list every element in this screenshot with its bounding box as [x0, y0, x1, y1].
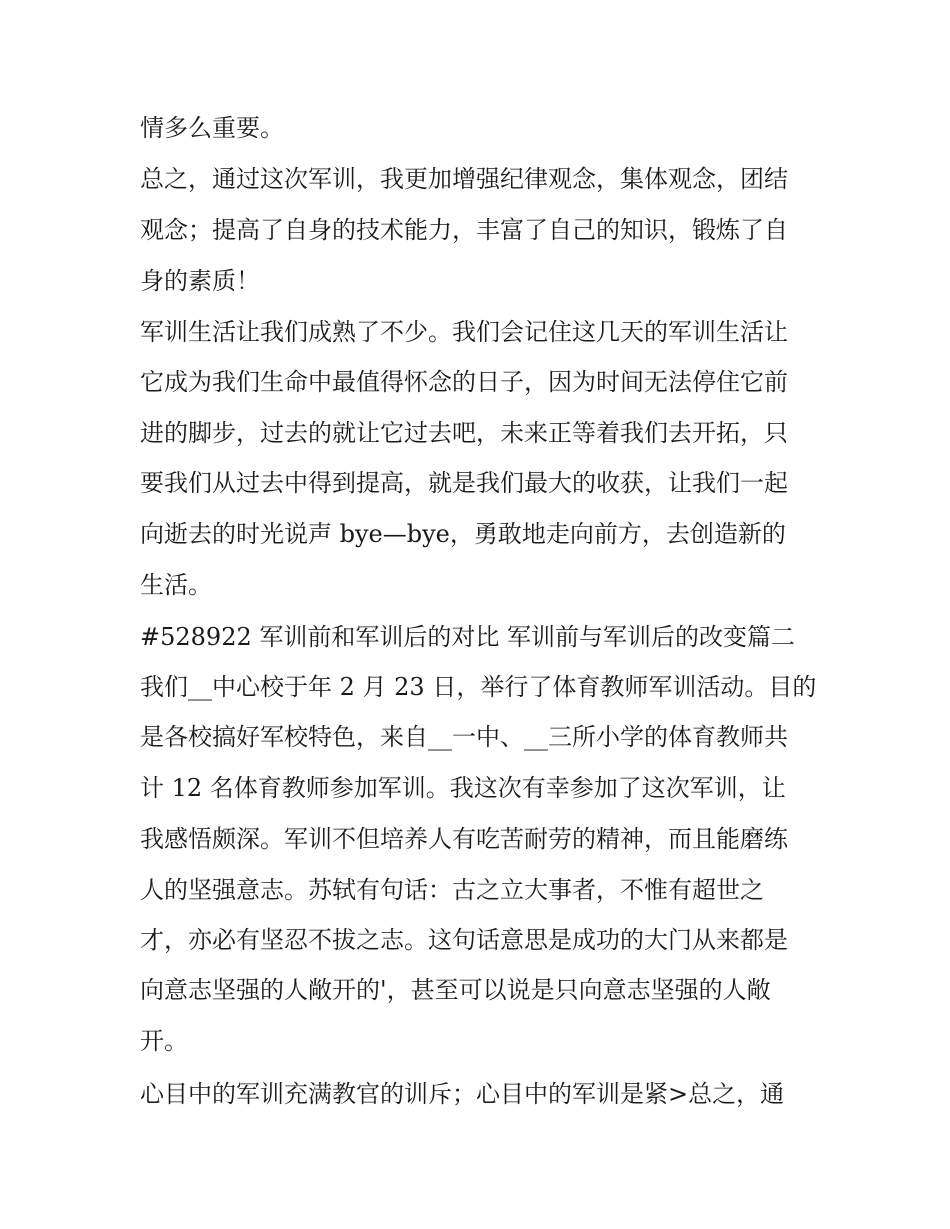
text-line: 人的坚强意志。苏轼有句话：古之立大事者，不惟有超世之: [140, 876, 764, 904]
text-line: 生活。: [140, 571, 212, 599]
text-line: 要我们从过去中得到提高，就是我们最大的收获，让我们一起: [140, 469, 788, 497]
text-line: 我们__中心校于年 2 月 23 日，举行了体育教师军训活动。目的: [140, 673, 817, 701]
text-line: 才，亦必有坚忍不拔之志。这句话意思是成功的大门从来都是: [140, 926, 788, 954]
text-line: 计 12 名体育教师参加军训。我这次有幸参加了这次军训，让: [140, 774, 786, 802]
text-line: 向逝去的时光说声 bye—bye，勇敢地走向前方，去创造新的: [140, 520, 786, 548]
text-line: 军训生活让我们成熟了不少。我们会记住这几天的军训生活让: [140, 318, 788, 346]
text-line: 开。: [140, 1027, 188, 1055]
text-line: 进的脚步，过去的就让它过去吧，未来正等着我们去开拓，只: [140, 419, 788, 447]
text-line: #528922 军训前和军训后的对比 军训前与军训后的改变篇二: [140, 623, 795, 651]
text-line: 它成为我们生命中最值得怀念的日子，因为时间无法停住它前: [140, 368, 788, 396]
text-line: 是各校搞好军校特色，来自__一中、__三所小学的体育教师共: [140, 723, 788, 751]
text-line: 总之，通过这次军训，我更加增强纪律观念，集体观念，团结: [140, 165, 788, 193]
text-line: 我感悟颇深。军训不但培养人有吃苦耐劳的精神，而且能磨练: [140, 825, 788, 853]
text-line: 心目中的军训充满教官的训斥；心目中的军训是紧>总之，通: [140, 1080, 785, 1108]
text-line: 向意志坚强的人敞开的'，甚至可以说是只向意志坚强的人敞: [140, 976, 771, 1004]
text-line: 观念；提高了自身的技术能力，丰富了自己的知识，锻炼了自: [140, 216, 788, 244]
text-line: 身的素质！: [140, 267, 260, 295]
text-line: 情多么重要。: [140, 114, 284, 142]
